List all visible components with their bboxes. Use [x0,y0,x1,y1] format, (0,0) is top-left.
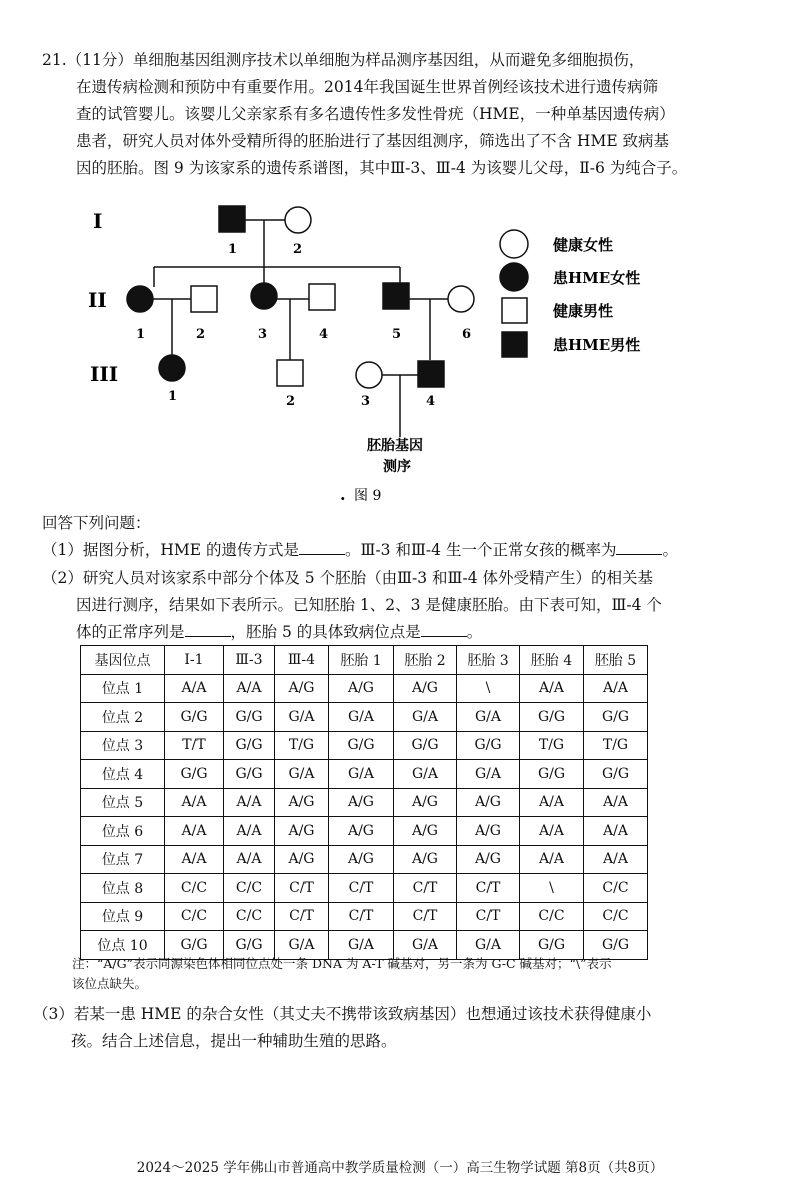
genotype-cell: C/T [394,874,457,903]
table-row [81,760,648,789]
II-4-healthy-male [309,284,335,310]
locus-label-cell: 位点 6 [81,817,165,846]
genotype-cell: C/T [329,874,394,903]
III-1-affected-female [159,355,185,381]
I-2-healthy-female [285,207,311,233]
legend-healthy-male-symbol [502,298,527,323]
genotype-cell: C/C [224,902,275,931]
genotype-cell: A/A [520,817,584,846]
genotype-cell: \ [457,674,520,703]
genotype-cell: G/G [394,731,457,760]
genotype-cell: A/A [165,817,224,846]
gen-label-II: II [88,288,107,312]
genotype-cell: G/G [520,760,584,789]
genotype-cell: G/A [275,703,329,732]
genotype-cell: G/A [394,931,457,960]
figure-caption-dot: . [340,485,346,504]
label-III-1: 1 [168,389,178,404]
genotype-cell: G/G [584,760,648,789]
label-II-1: 1 [136,327,146,342]
genotype-cell: A/G [275,674,329,703]
genotype-cell: G/G [520,703,584,732]
genotype-cell: G/A [394,760,457,789]
genotype-cell: G/G [165,703,224,732]
genotype-cell: A/A [584,674,648,703]
table-header-cell: Ⅲ-3 [224,646,275,675]
genotype-cell: G/G [520,931,584,960]
genotype-cell: G/G [224,760,275,789]
genotype-cell: A/G [394,845,457,874]
figure-caption: 图 9 [354,488,382,504]
genotype-cell: G/A [329,931,394,960]
genotype-cell: A/A [165,674,224,703]
genotype-cell: C/C [224,874,275,903]
intro-line-3: 查的试管婴儿。该婴儿父亲家系有多名遗传性多发性骨疣（HME，一种单基因遗传病） [76,105,675,123]
genotype-cell: G/A [275,931,329,960]
table-row [81,817,648,846]
question-3-line-1: （3）若某一患 HME 的杂合女性（其丈夫不携带该致病基因）也想通过该技术获得健康小 [33,1005,652,1023]
genotype-cell: A/A [584,845,648,874]
table-header-cell: 胚胎 1 [329,646,394,675]
gene-sequencing-table [80,645,648,960]
table-header-cell: 基因位点 [81,646,165,675]
legend-affected-female-symbol [500,263,528,291]
genotype-cell: T/T [165,731,224,760]
question-number: 21. [42,51,67,69]
genotype-cell: A/A [224,817,275,846]
genotype-cell: A/G [329,845,394,874]
question-2-line-1: （2）研究人员对该家系中部分个体及 5 个胚胎（由Ⅲ-3 和Ⅲ-4 体外受精产生）的相关基 [42,569,654,587]
genotype-cell: A/G [457,845,520,874]
table-body [81,674,648,959]
legend-affected-male: 患HME男性 [553,336,641,354]
genotype-cell: C/T [275,874,329,903]
genotype-cell: G/A [457,931,520,960]
answer-blank-4[interactable] [421,622,467,637]
genotype-cell: A/G [394,674,457,703]
locus-label-cell: 位点 8 [81,874,165,903]
genotype-cell: C/T [275,902,329,931]
locus-label-cell: 位点 4 [81,760,165,789]
gen-label-III: III [90,362,119,386]
locus-label-cell: 位点 7 [81,845,165,874]
genotype-cell: C/T [457,874,520,903]
question-2-line-3: 体的正常序列是 ，胚胎 5 的具体致病位点是 。 [76,623,483,641]
genotype-cell: C/C [584,874,648,903]
table-row [81,703,648,732]
genotype-cell: G/A [457,703,520,732]
legend-healthy-female: 健康女性 [553,236,614,254]
III-4-affected-male [418,361,444,387]
table-row [81,674,648,703]
genotype-cell: G/G [457,731,520,760]
genotype-cell: A/G [457,817,520,846]
genotype-cell: C/T [457,902,520,931]
intro-line-4: 患者，研究人员对体外受精所得的胚胎进行了基因组测序，筛选出了不含 HME 致病基 [76,132,670,150]
question-1: （1）据图分析，HME 的遗传方式是 。Ⅲ-3 和Ⅲ-4 生一个正常女孩的概率为 。 [42,541,678,559]
label-III-4: 4 [426,394,436,409]
genotype-cell: C/C [165,902,224,931]
table-header-row [81,646,648,675]
table-row [81,731,648,760]
genotype-cell: C/C [584,902,648,931]
III-3-healthy-female [356,362,382,388]
II-6-healthy-female [448,286,474,312]
table-header-cell: Ⅲ-4 [275,646,329,675]
label-II-6: 6 [462,327,472,342]
genotype-cell: A/A [224,788,275,817]
embryo-label-line1: 胚胎基因 [367,438,423,454]
locus-label-cell: 位点 5 [81,788,165,817]
genotype-cell: A/G [329,788,394,817]
genotype-cell: G/G [224,731,275,760]
answer-blank-1[interactable] [299,540,345,555]
table-header-cell: Ⅰ-1 [165,646,224,675]
label-II-2: 2 [196,327,206,342]
genotype-cell: T/G [520,731,584,760]
genotype-cell: A/A [224,674,275,703]
genotype-cell: A/A [584,817,648,846]
legend-affected-male-symbol [502,332,527,357]
genotype-cell: A/A [165,788,224,817]
genotype-cell: A/G [457,788,520,817]
genotype-cell: C/C [165,874,224,903]
label-I-1: 1 [228,242,238,257]
label-I-2: 2 [293,242,303,257]
label-II-4: 4 [319,327,329,342]
legend-affected-female: 患HME女性 [553,269,641,287]
pedigree-figure [0,195,800,515]
table-header-cell: 胚胎 3 [457,646,520,675]
genotype-cell: G/G [584,703,648,732]
genotype-cell: C/T [329,902,394,931]
locus-label-cell: 位点 3 [81,731,165,760]
genotype-cell: A/A [520,788,584,817]
locus-label-cell: 位点 9 [81,902,165,931]
genotype-cell: A/A [584,788,648,817]
genotype-cell: A/A [520,845,584,874]
intro-line-5: 因的胚胎。图 9 为该家系的遗传系谱图，其中Ⅲ-3、Ⅲ-4 为该婴儿父母，Ⅱ-6 为纯合子。 [76,159,688,177]
genotype-cell: \ [520,874,584,903]
question-2-line-2: 因进行测序，结果如下表所示。已知胚胎 1、2、3 是健康胚胎。由下表可知，Ⅲ-4 个 [76,596,662,614]
genotype-cell: A/G [275,817,329,846]
table-header-cell: 胚胎 5 [584,646,648,675]
question-3-line-2: 孩。结合上述信息，提出一种辅助生殖的思路。 [71,1032,397,1050]
table-row [81,874,648,903]
label-III-3: 3 [361,394,371,409]
gen-label-I: I [93,209,103,233]
label-II-3: 3 [258,327,268,342]
II-5-affected-male [383,283,409,309]
table-row [81,845,648,874]
II-3-affected-female [251,283,277,309]
locus-label-cell: 位点 2 [81,703,165,732]
genotype-cell: G/A [329,703,394,732]
genotype-cell: G/G [584,931,648,960]
question-intro [42,47,747,182]
legend-healthy-male: 健康男性 [553,302,614,320]
answer-blank-2[interactable] [616,540,662,555]
label-II-5: 5 [392,327,402,342]
genotype-cell: A/G [275,788,329,817]
genotype-cell: C/T [394,902,457,931]
I-1-affected-male [219,206,245,232]
genotype-cell: G/A [275,760,329,789]
genotype-cell: G/G [165,931,224,960]
genotype-cell: A/G [275,845,329,874]
II-2-healthy-male [191,286,217,312]
table-note [72,954,712,994]
genotype-cell: G/G [224,931,275,960]
genotype-cell: A/G [394,817,457,846]
genotype-cell: A/A [520,674,584,703]
page-footer: 2024～2025 学年佛山市普通高中教学质量检测（一）高三生物学试题 第8页（共8页） [136,1160,664,1176]
genotype-cell: A/A [224,845,275,874]
III-2-healthy-male [277,360,303,386]
genotype-cell: T/G [584,731,648,760]
II-1-affected-female [127,286,153,312]
genotype-cell: C/C [520,902,584,931]
note-line-1: 注：“A/G”表示同源染色体相同位点处一条 DNA 为 A-T 碱基对，另一条为 G-C 碱基对；“\”表示 [72,956,612,971]
label-III-2: 2 [286,394,296,409]
genotype-cell: A/G [394,788,457,817]
genotype-cell: G/G [224,703,275,732]
intro-line-1: 21.（11分）单细胞基因组测序技术以单细胞为样品测序基因组，从而避免多细胞损伤， [42,51,645,69]
locus-label-cell: 位点 1 [81,674,165,703]
note-line-2: 该位点缺失。 [72,976,148,991]
genotype-cell: G/G [165,760,224,789]
table-header-cell: 胚胎 4 [520,646,584,675]
table-header-cell: 胚胎 2 [394,646,457,675]
genotype-cell: G/A [457,760,520,789]
table-row [81,902,648,931]
table-row [81,788,648,817]
legend-healthy-female-symbol [500,230,528,258]
genotype-cell: T/G [275,731,329,760]
genotype-cell: A/G [329,674,394,703]
genotype-cell: G/G [329,731,394,760]
embryo-label-line2: 测序 [383,459,411,475]
answer-prompt: 回答下列问题： [42,514,151,532]
genotype-cell: A/G [329,817,394,846]
genotype-cell: G/A [394,703,457,732]
answer-blank-3[interactable] [185,622,231,637]
intro-line-2: 在遗传病检测和预防中有重要作用。2014年我国诞生世界首例经该技术进行遗传病筛 [76,78,658,96]
genotype-cell: G/A [329,760,394,789]
locus-label-cell: 位点 10 [81,931,165,960]
genotype-cell: A/A [165,845,224,874]
